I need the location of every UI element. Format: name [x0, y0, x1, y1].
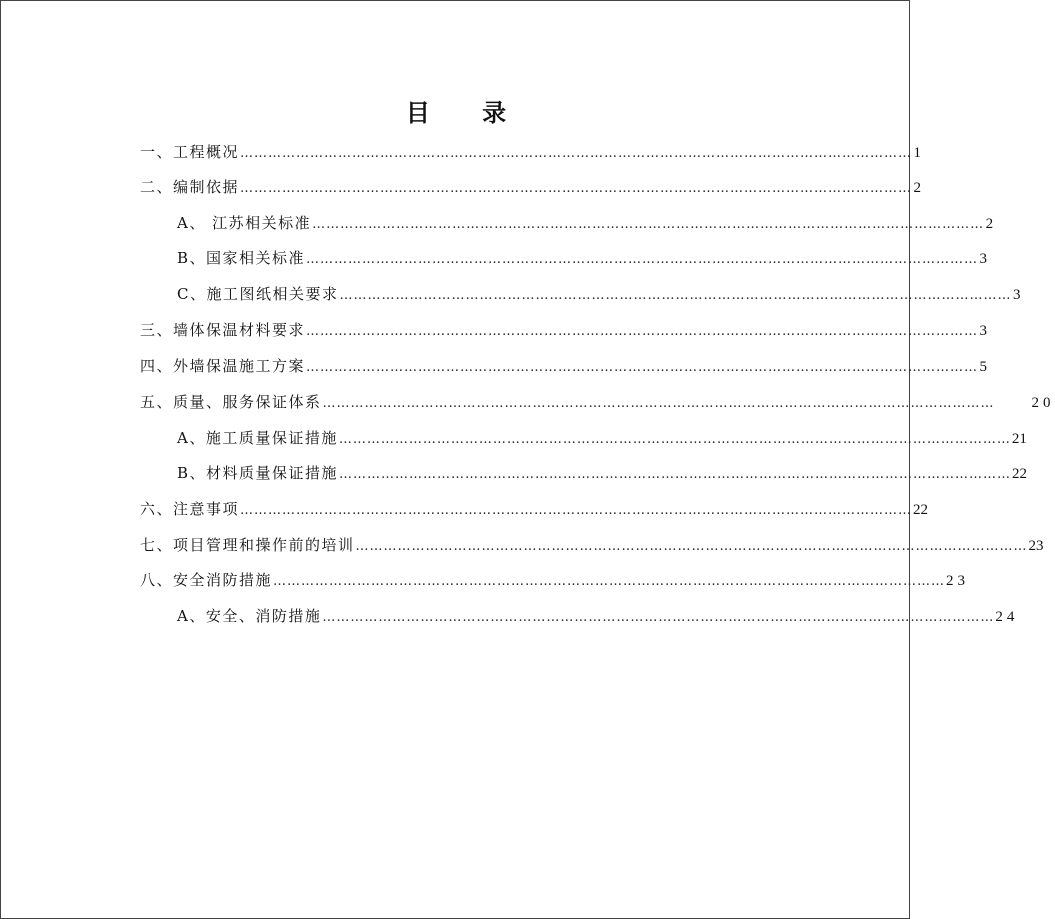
toc-entry-label: B、材料质量保证措施	[177, 464, 339, 482]
toc-entry-page: 22	[913, 502, 929, 518]
toc-leader-dots: ………………………………………………………………………………………………………………………………	[339, 288, 1012, 303]
toc-entry	[140, 137, 922, 167]
toc-leader-dots: ………………………………………………………………………………………………………………………………	[306, 252, 979, 267]
toc-entry-page: 5	[979, 359, 988, 375]
toc-entry-page: 23	[946, 573, 970, 589]
toc-entry-label: 八、安全消防措施	[140, 571, 273, 589]
toc-leader-dots: ………………………………………………………………………………………………………………………………	[306, 360, 979, 375]
toc-entry	[140, 172, 922, 202]
toc-leader-dots: ………………………………………………………………………………………………………………………………	[355, 539, 1028, 554]
toc-entry-label: 二、编制依据	[140, 178, 240, 196]
toc-entry-label: 四、外墙保温施工方案	[140, 357, 306, 375]
toc-leader-dots: ………………………………………………………………………………………………………………………………	[322, 610, 995, 625]
toc-entry	[140, 494, 929, 524]
toc-entry	[140, 315, 988, 345]
toc-entry	[177, 458, 1028, 488]
toc-entry-page: 22	[1012, 466, 1028, 482]
toc-entry-label: 六、注意事项	[140, 500, 240, 518]
toc-entry	[177, 243, 988, 273]
toc-entry-page: 2	[913, 180, 922, 196]
toc-entry-page: 1	[913, 145, 922, 161]
toc-entry	[140, 530, 1044, 560]
toc-entry-label: A、安全、消防措施	[177, 607, 322, 625]
toc-leader-dots: ………………………………………………………………………………………………………………………………	[240, 503, 913, 518]
toc-leader-dots: ………………………………………………………………………………………………………………………………	[339, 467, 1012, 482]
toc-entry-page: 23	[1028, 538, 1044, 554]
toc-entry	[177, 601, 1019, 631]
toc-leader-dots: ………………………………………………………………………………………………………………………………	[240, 146, 913, 161]
toc-leader-dots: ………………………………………………………………………………………………………………………………	[240, 181, 913, 196]
toc-entry-page: 24	[995, 609, 1019, 625]
toc-entry-page: 20	[1031, 395, 1055, 411]
toc-leader-dots: ………………………………………………………………………………………………………………………………	[273, 574, 946, 589]
toc-entry-page: 3	[979, 323, 988, 339]
toc-entry-label: A、 江苏相关标准	[177, 214, 312, 232]
toc-leader-dots: ………………………………………………………………………………………………………………………………	[306, 324, 979, 339]
toc-entry	[140, 351, 988, 381]
toc-entry	[140, 565, 970, 595]
toc-leader-dots: ………………………………………………………………………………………………………………………………	[312, 217, 985, 232]
toc-title: 目 录	[405, 98, 529, 127]
toc-entry-label: B、国家相关标准	[177, 249, 306, 267]
toc-entry-label: 一、工程概况	[140, 143, 240, 161]
toc-entry-page: 21	[1011, 431, 1027, 447]
toc-entry-label: 七、项目管理和操作前的培训	[140, 536, 355, 554]
toc-entry-label: A、施工质量保证措施	[177, 429, 338, 447]
toc-entry	[140, 387, 1055, 417]
toc-entry-label: 三、墙体保温材料要求	[140, 321, 306, 339]
toc-entry-label: 五、质量、服务保证体系	[140, 393, 322, 411]
toc-leader-dots: ………………………………………………………………………………………………………………………………	[338, 432, 1011, 447]
toc-entry	[177, 279, 1021, 309]
toc-entry-label: C、施工图纸相关要求	[177, 285, 339, 303]
toc-entry-page: 3	[1012, 287, 1021, 303]
toc-entry	[177, 208, 994, 238]
toc-entry	[177, 423, 1027, 453]
toc-leader-dots: ………………………………………………………………………………………………………………………………	[322, 396, 995, 411]
toc-entry-page: 2	[985, 216, 994, 232]
toc-entry-page: 3	[979, 251, 988, 267]
